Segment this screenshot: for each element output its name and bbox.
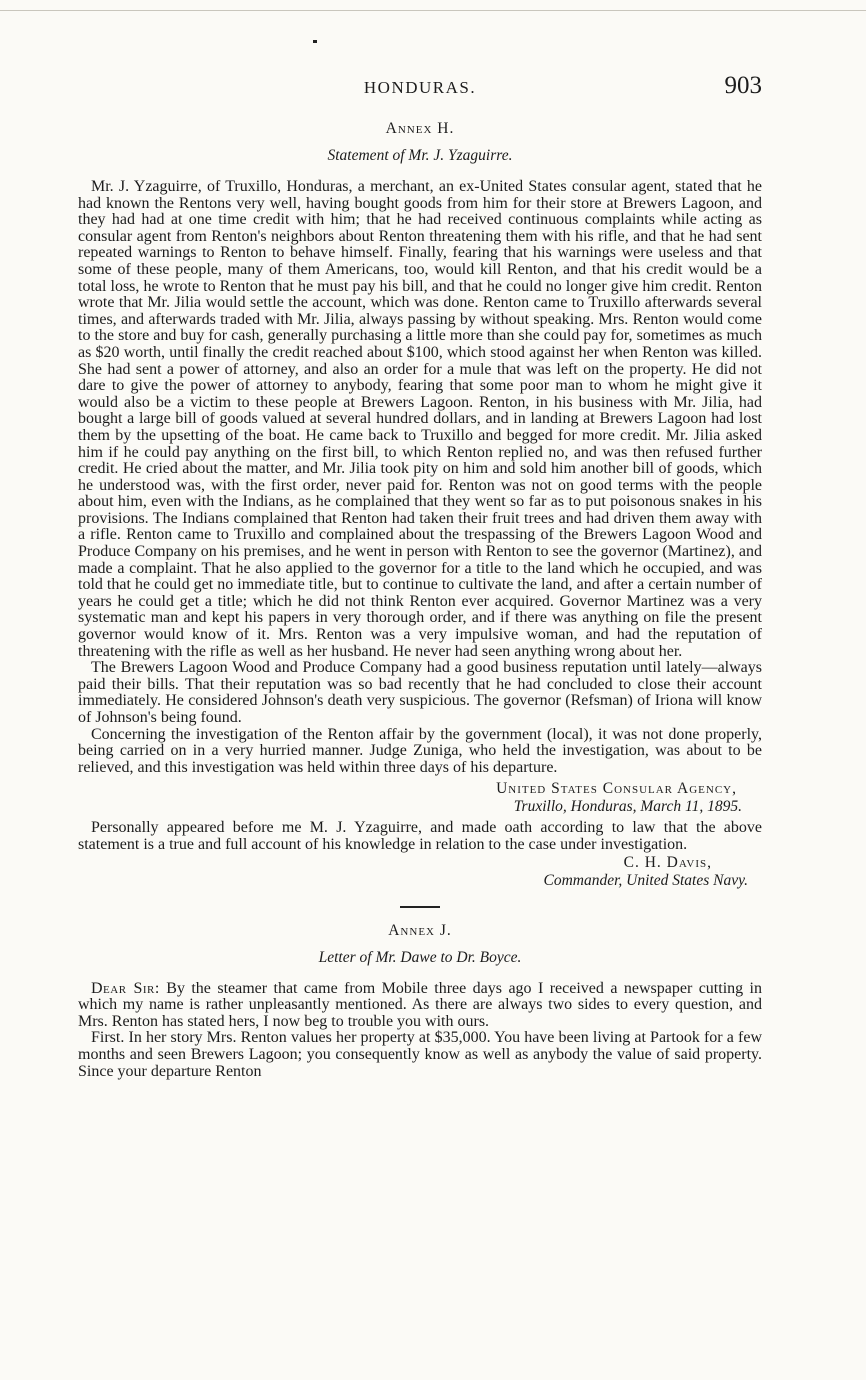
oath-paragraph: Personally appeared before me M. J. Yzaguirre, and made oath according to law that the above statement is a true and full account of his knowledge in relation to the case under investigation.	[78, 819, 762, 853]
annex-j	[78, 922, 762, 1081]
top-edge-rule	[0, 10, 866, 11]
agency-name: United States Consular Agency,	[496, 780, 737, 798]
section-divider	[400, 906, 440, 908]
running-title: HONDURAS.	[363, 78, 477, 97]
consular-agency-block	[78, 780, 762, 816]
letter-paragraph-2: First. In her story Mrs. Renton values her property at $35,000. You have been living at Partook for a few months and seen Brewers Lagoon; you consequently know as well as anybody the value of said property. Since your departure Renton	[78, 1029, 762, 1080]
annex-h-heading: Annex H.	[385, 120, 455, 137]
signature-block	[78, 854, 762, 890]
annex-h-paragraph-2: The Brewers Lagoon Wood and Produce Company had a good business reputation until lately—always paid their bills. That their reputation was so bad recently that he had concluded to close their account immediately. He considered Johnson's death very suspicious. The governor (Refsman) of Iriona will know of Johnson's being found.	[78, 659, 762, 726]
annex-h-paragraph-3: Concerning the investigation of the Renton affair by the government (local), it was not done properly, being carried on in a very hurried manner. Judge Zuniga, who held the investigation, was about to be relieved, and this investigation was held within three days of his departure.	[78, 725, 762, 776]
document-page	[78, 72, 762, 1080]
signer-title: Commander, United States Navy.	[543, 871, 748, 889]
page-number: 903	[724, 72, 762, 99]
signer-name: C. H. Davis,	[623, 853, 712, 871]
agency-place-date: Truxillo, Honduras, March 11, 1895.	[513, 798, 742, 816]
ink-speck	[313, 40, 317, 43]
running-head	[78, 72, 762, 106]
salutation: Dear Sir:	[91, 979, 160, 997]
annex-j-heading: Annex J.	[388, 921, 452, 939]
annex-j-subheading: Letter of Mr. Dawe to Dr. Boyce.	[318, 948, 522, 966]
annex-h-subheading: Statement of Mr. J. Yzaguirre.	[327, 147, 513, 164]
annex-h	[78, 120, 762, 890]
letter-paragraph-1-text: By the steamer that came from Mobile three days ago I received a newspaper cutting in which my name is rather unpleasantly mentioned. As there are always two sides to every question, and Mrs. Renton has stated hers, I now beg to trouble you with ours.	[78, 979, 763, 1030]
annex-h-paragraph-1: Mr. J. Yzaguirre, of Truxillo, Honduras, a merchant, an ex-United States consular agent, stated that he had known the Rentons very well, having bought goods from him for their store at Brewers Lagoon, and they had had at one time credit with him; that he had received continuous complaints while acting as consular agent from Renton's neighbors about Renton threatening them with his rifle, and that he had sent repeated warnings to Renton to behave himself. Finally, fearing that his warnings were useless and that some of these people, many of them Americans, too, would kill Renton, and that his credit would be a total loss, he wrote to Renton that he must pay his bill, and that he could no longer give him credit. Renton wrote that Mr. Jilia would settle the account, which was done. Renton came to Truxillo afterwards several times, and afterwards traded with Mr. Jilia, always passing by without speaking. Mrs. Renton would come to the store and buy for cash, generally purchasing a little more than she could pay for, sometimes as much as $20 worth, until finally the credit reached about $100, which stood against her when Renton was killed. She had sent a power of attorney, and also an order for a mule that was left on the property. He did not dare to give the power of attorney to anybody, fearing that some poor man to whom he might give it would also be a victim to these people at Brewers Lagoon. Renton, in his business with Mr. Jilia, had bought a large bill of goods valued at several hundred dollars, and in landing at Brewers Lagoon had lost them by the upsetting of the boat. He came back to Truxillo and begged for more credit. Mr. Jilia asked him if he could pay anything on the first bill, to which Renton replied no, and was then refused further credit. He cried about the matter, and Mr. Jilia took pity on him and sold him another bill of goods, which he understood was, with the first order, never paid for. Renton was not on good terms with the people about him, even with the Indians, as he complained that they went so far as to put poisonous snakes in his provisions. The Indians complained that Renton had taken their fruit trees and had driven them away with a rifle. Renton came to Truxillo and complained about the trespassing of the Brewers Lagoon Wood and Produce Company on his premises, and he went in person with Renton to see the governor (Martinez), and made a complaint. That he also applied to the governor for a title to the land which he occupied, and was told that he could get no immediate title, but to continue to cultivate the land, and after a certain number of years he could get a title; which he did not think Renton ever acquired. Governor Martinez was a very systematic man and kept his papers in very thorough order, and if there was anything on file the present governor would know of it. Mrs. Renton was a very impulsive woman, and had the reputation of threatening with the rifle as well as her husband. He never had seen anything wrong about her.	[78, 178, 762, 660]
letter-paragraph-1	[78, 981, 762, 1031]
